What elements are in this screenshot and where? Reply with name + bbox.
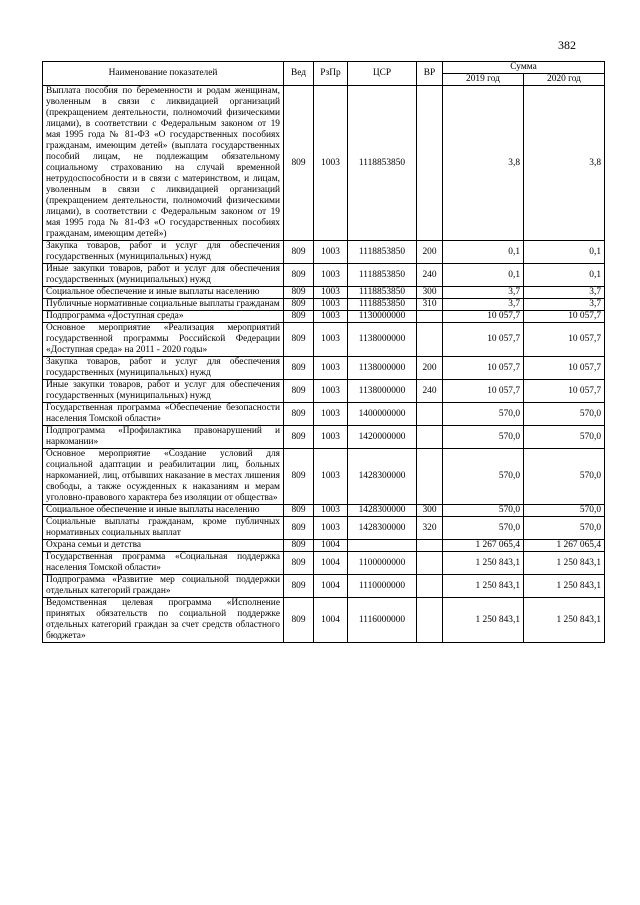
row-vr: 300 — [417, 287, 443, 299]
row-ved: 809 — [284, 299, 314, 311]
row-vr: 320 — [417, 517, 443, 540]
row-csr: 1130000000 — [348, 311, 417, 323]
row-csr: 1118853850 — [348, 299, 417, 311]
table-row — [43, 505, 605, 517]
row-vr: 240 — [417, 264, 443, 287]
row-name: Государственная программа «Социальная поддержка населения Томской области» — [43, 552, 284, 575]
row-csr: 1400000000 — [348, 403, 417, 426]
row-sum-2019: 1 267 065,4 — [443, 540, 524, 552]
row-rzpr: 1003 — [314, 86, 348, 241]
header-2020: 2020 год — [524, 74, 605, 86]
row-ved: 809 — [284, 241, 314, 264]
row-sum-2019: 3,7 — [443, 287, 524, 299]
row-sum-2019: 570,0 — [443, 517, 524, 540]
row-csr: 1428300000 — [348, 449, 417, 505]
row-sum-2019: 570,0 — [443, 426, 524, 449]
row-name: Подпрограмма «Доступная среда» — [43, 311, 284, 323]
header-2019: 2019 год — [443, 74, 524, 86]
header-csr: ЦСР — [348, 62, 417, 86]
row-ved: 809 — [284, 403, 314, 426]
row-ved: 809 — [284, 540, 314, 552]
row-name: Публичные нормативные социальные выплаты гражданам — [43, 299, 284, 311]
budget-table — [42, 61, 605, 643]
row-vr — [417, 575, 443, 598]
row-sum-2020: 10 057,7 — [524, 311, 605, 323]
row-rzpr: 1003 — [314, 287, 348, 299]
row-vr: 200 — [417, 357, 443, 380]
row-sum-2020: 3,7 — [524, 287, 605, 299]
row-sum-2020: 1 250 843,1 — [524, 598, 605, 643]
table-row — [43, 598, 605, 643]
row-csr: 1116000000 — [348, 598, 417, 643]
row-vr — [417, 598, 443, 643]
row-sum-2020: 570,0 — [524, 403, 605, 426]
row-csr: 1428300000 — [348, 505, 417, 517]
row-ved: 809 — [284, 287, 314, 299]
table-row — [43, 380, 605, 403]
header-name: Наименование показателей — [43, 62, 284, 86]
row-vr — [417, 449, 443, 505]
row-ved: 809 — [284, 552, 314, 575]
row-name: Закупка товаров, работ и услуг для обеспечения государственных (муниципальных) нужд — [43, 241, 284, 264]
row-sum-2019: 3,7 — [443, 299, 524, 311]
row-vr — [417, 540, 443, 552]
row-csr: 1428300000 — [348, 517, 417, 540]
row-sum-2020: 10 057,7 — [524, 380, 605, 403]
row-sum-2019: 3,8 — [443, 86, 524, 241]
header-vr: ВР — [417, 62, 443, 86]
row-vr: 310 — [417, 299, 443, 311]
row-name: Иные закупки товаров, работ и услуг для обеспечения государственных (муниципальных) нужд — [43, 380, 284, 403]
row-csr: 1118853850 — [348, 241, 417, 264]
row-ved: 809 — [284, 517, 314, 540]
row-csr: 1138000000 — [348, 380, 417, 403]
row-rzpr: 1003 — [314, 449, 348, 505]
row-name: Социальные выплаты гражданам, кроме публичных нормативных социальных выплат — [43, 517, 284, 540]
row-csr: 1138000000 — [348, 323, 417, 357]
row-name: Закупка товаров, работ и услуг для обеспечения государственных (муниципальных) нужд — [43, 357, 284, 380]
row-rzpr: 1003 — [314, 380, 348, 403]
row-sum-2019: 0,1 — [443, 264, 524, 287]
row-rzpr: 1003 — [314, 403, 348, 426]
row-sum-2020: 0,1 — [524, 264, 605, 287]
row-csr: 1138000000 — [348, 357, 417, 380]
row-sum-2019: 570,0 — [443, 449, 524, 505]
row-sum-2020: 1 250 843,1 — [524, 552, 605, 575]
row-vr — [417, 311, 443, 323]
row-rzpr: 1003 — [314, 426, 348, 449]
row-sum-2019: 570,0 — [443, 505, 524, 517]
page-number: 382 — [558, 38, 576, 52]
row-rzpr: 1004 — [314, 540, 348, 552]
row-sum-2019: 10 057,7 — [443, 357, 524, 380]
table-row — [43, 552, 605, 575]
row-sum-2020: 1 267 065,4 — [524, 540, 605, 552]
row-ved: 809 — [284, 575, 314, 598]
row-sum-2020: 570,0 — [524, 517, 605, 540]
row-vr: 300 — [417, 505, 443, 517]
table-row — [43, 449, 605, 505]
row-rzpr: 1003 — [314, 241, 348, 264]
row-name: Ведомственная целевая программа «Исполнение принятых обязательств по социальной поддержке отдельных категорий граждан за счет средств областного бюджета» — [43, 598, 284, 643]
row-vr — [417, 86, 443, 241]
row-rzpr: 1004 — [314, 552, 348, 575]
row-ved: 809 — [284, 311, 314, 323]
row-sum-2019: 1 250 843,1 — [443, 598, 524, 643]
row-ved: 809 — [284, 86, 314, 241]
row-sum-2020: 1 250 843,1 — [524, 575, 605, 598]
row-rzpr: 1004 — [314, 598, 348, 643]
row-sum-2020: 3,8 — [524, 86, 605, 241]
row-rzpr: 1003 — [314, 323, 348, 357]
row-vr: 200 — [417, 241, 443, 264]
row-name: Подпрограмма «Развитие мер социальной поддержки отдельных категорий граждан» — [43, 575, 284, 598]
row-ved: 809 — [284, 505, 314, 517]
row-sum-2020: 3,7 — [524, 299, 605, 311]
row-csr: 1118853850 — [348, 264, 417, 287]
row-csr — [348, 540, 417, 552]
table-row — [43, 517, 605, 540]
row-sum-2019: 10 057,7 — [443, 323, 524, 357]
row-ved: 809 — [284, 264, 314, 287]
row-rzpr: 1003 — [314, 299, 348, 311]
row-rzpr: 1003 — [314, 264, 348, 287]
row-ved: 809 — [284, 426, 314, 449]
table-row — [43, 311, 605, 323]
row-sum-2020: 0,1 — [524, 241, 605, 264]
table-row — [43, 86, 605, 241]
row-csr: 1110000000 — [348, 575, 417, 598]
row-csr: 1100000000 — [348, 552, 417, 575]
header-ved: Вед — [284, 62, 314, 86]
table-row — [43, 323, 605, 357]
row-ved: 809 — [284, 598, 314, 643]
row-name: Охрана семьи и детства — [43, 540, 284, 552]
row-sum-2020: 570,0 — [524, 426, 605, 449]
row-csr: 1118853850 — [348, 86, 417, 241]
row-sum-2019: 1 250 843,1 — [443, 575, 524, 598]
row-ved: 809 — [284, 449, 314, 505]
row-name: Выплата пособия по беременности и родам женщинам, уволенным в связи с ликвидацией организаций (прекращением деятельности, полномочий физическими лицами), в соответствии с Федеральным законом от 19 мая 1995 года № 81-ФЗ «О государственных пособиях гражданам, имеющим детей» (выплата государственных пособий лицам, не подлежащим обязательному социальному страхованию на случай временной нетрудоспособности и в связи с материнством, и лицам, уволенным в связи с ликвидацией организаций (прекращением деятельности, полномочий физическими лицами), в соответствии с Федеральным законом от 19 мая 1995 года № 81-ФЗ «О государственных пособиях гражданам, имеющим детей») — [43, 86, 284, 241]
table-row — [43, 540, 605, 552]
row-vr — [417, 552, 443, 575]
table-row — [43, 403, 605, 426]
row-rzpr: 1003 — [314, 505, 348, 517]
row-sum-2019: 1 250 843,1 — [443, 552, 524, 575]
row-csr: 1420000000 — [348, 426, 417, 449]
row-name: Социальное обеспечение и иные выплаты населению — [43, 505, 284, 517]
row-sum-2020: 570,0 — [524, 505, 605, 517]
row-rzpr: 1003 — [314, 311, 348, 323]
table-row — [43, 264, 605, 287]
table-row — [43, 241, 605, 264]
row-vr — [417, 403, 443, 426]
row-rzpr: 1003 — [314, 517, 348, 540]
table-body — [43, 86, 605, 643]
row-ved: 809 — [284, 357, 314, 380]
row-sum-2020: 10 057,7 — [524, 323, 605, 357]
table-row — [43, 357, 605, 380]
row-vr: 240 — [417, 380, 443, 403]
header-rzpr: РзПр — [314, 62, 348, 86]
row-sum-2019: 10 057,7 — [443, 380, 524, 403]
row-sum-2019: 0,1 — [443, 241, 524, 264]
row-rzpr: 1004 — [314, 575, 348, 598]
table-row — [43, 426, 605, 449]
table-row — [43, 287, 605, 299]
row-name: Социальное обеспечение и иные выплаты населению — [43, 287, 284, 299]
header-sum: Сумма — [443, 62, 605, 74]
row-ved: 809 — [284, 380, 314, 403]
row-sum-2019: 570,0 — [443, 403, 524, 426]
row-vr — [417, 426, 443, 449]
row-name: Основное мероприятие «Создание условий для социальной адаптации и реабилитации лиц, больных наркоманией, лиц, отбывших наказание в местах лишения свободы, а также осужденных к наказаниям и мерам уголовно-правового характера без изоляции от общества» — [43, 449, 284, 505]
table-row — [43, 575, 605, 598]
row-sum-2020: 10 057,7 — [524, 357, 605, 380]
row-name: Иные закупки товаров, работ и услуг для обеспечения государственных (муниципальных) нужд — [43, 264, 284, 287]
row-sum-2020: 570,0 — [524, 449, 605, 505]
row-vr — [417, 323, 443, 357]
table-row — [43, 299, 605, 311]
row-csr: 1118853850 — [348, 287, 417, 299]
row-name: Подпрограмма «Профилактика правонарушений и наркомании» — [43, 426, 284, 449]
row-ved: 809 — [284, 323, 314, 357]
row-name: Основное мероприятие «Реализация мероприятий государственной программы Российской Федерации «Доступная среда» на 2011 - 2020 годы» — [43, 323, 284, 357]
row-rzpr: 1003 — [314, 357, 348, 380]
row-sum-2019: 10 057,7 — [443, 311, 524, 323]
row-name: Государственная программа «Обеспечение безопасности населения Томской области» — [43, 403, 284, 426]
